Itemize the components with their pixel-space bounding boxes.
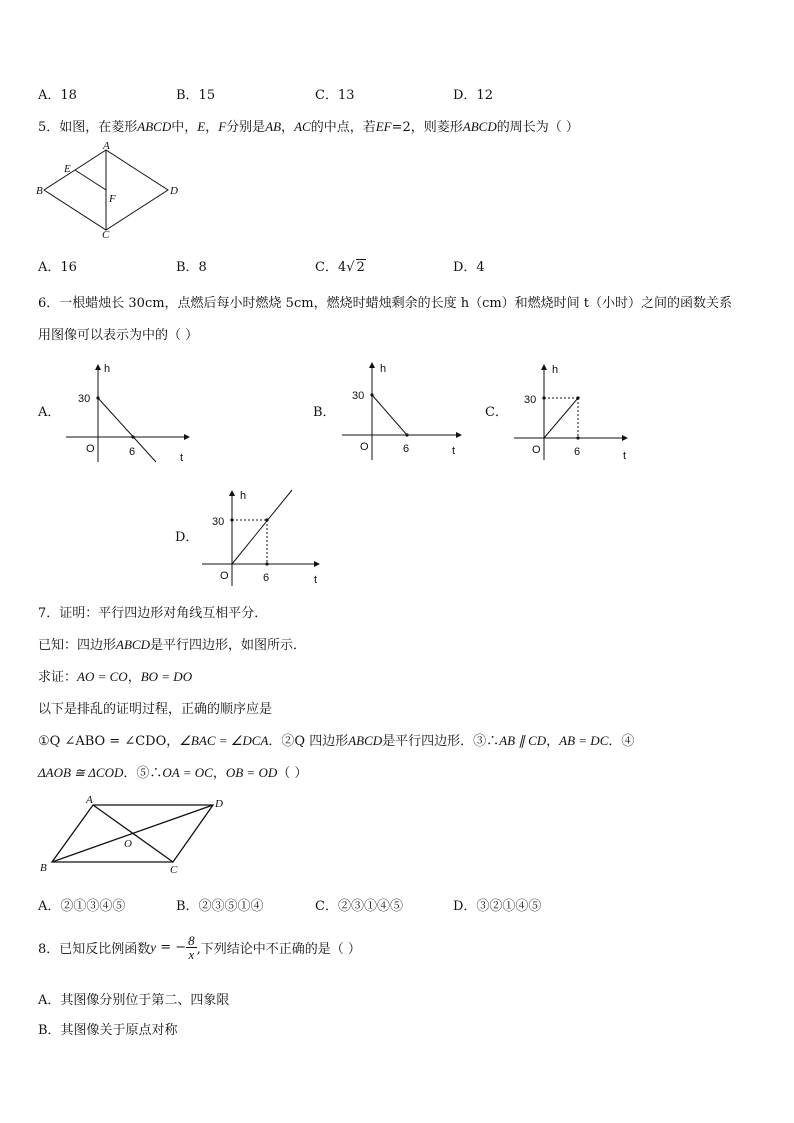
q7-text: 是平行四边形，如图所示． (149, 638, 306, 653)
fraction-numerator: 8 (188, 933, 195, 948)
q7-text: 是平行四边形．③∴ (382, 734, 500, 749)
q6-graph-c (512, 360, 637, 465)
q5-text: ， (281, 120, 295, 135)
q5-option-c-text: C．4 (315, 260, 347, 275)
q7-text: ．②Q 四边形 (268, 734, 349, 749)
q7-var: AB = DC (559, 733, 609, 748)
label-o: O (124, 838, 132, 850)
q5-var: AB (265, 119, 282, 134)
q7-var: OB = OD (225, 765, 278, 780)
axis-h: h (240, 490, 247, 502)
tick-6: 6 (574, 446, 581, 458)
q7-parallelogram-figure (38, 795, 233, 875)
q7-text: ①Q ∠ABO = ∠CDO (38, 734, 167, 749)
label-f: F (109, 193, 116, 205)
q8-text: = − (156, 940, 187, 955)
q7-text: ， (546, 734, 560, 749)
q7-text: ， (127, 670, 141, 685)
label-b: B (40, 862, 47, 874)
q5-var: E (197, 119, 206, 134)
q7-var: AO = CO (77, 669, 128, 684)
q8-question (38, 934, 361, 961)
sqrt-sign: √ (346, 260, 355, 275)
axis-h: h (104, 363, 111, 375)
q7-given (38, 634, 306, 653)
q5-text: 分别是 (226, 120, 266, 135)
q7-var: ∠BAC = ∠DCA (179, 733, 269, 748)
origin: O (220, 570, 229, 582)
q6-graph-d (202, 486, 327, 591)
q7-steps-line2 (38, 762, 307, 781)
q6-graph-b (340, 360, 470, 465)
axis-t: t (623, 450, 627, 462)
q7-text: ．⑤∴ (123, 766, 163, 781)
origin: O (86, 443, 95, 455)
q5-option-a: A．16 (38, 260, 77, 275)
label-d: D (215, 798, 223, 810)
q5-option-d: D．4 (453, 260, 485, 275)
q5-text: 中， (171, 120, 198, 135)
q7-option-a: A．②①③④⑤ (38, 899, 126, 914)
q7-var: ABCD (348, 733, 383, 748)
q7-prove (38, 666, 192, 685)
label-c: C (102, 229, 110, 241)
tick-6: 6 (129, 446, 136, 458)
q5-rhombus-figure (36, 140, 181, 241)
tick-6: 6 (263, 572, 270, 584)
origin: O (532, 444, 541, 456)
diagonal-bd (52, 805, 213, 862)
q7-steps-line1 (38, 730, 634, 749)
q7-var: BO = DO (140, 669, 193, 684)
axis-t: t (180, 452, 184, 464)
graph-b-line (372, 395, 407, 435)
q6-option-d-letter: D． (175, 530, 199, 545)
q5-option-c (315, 256, 366, 275)
graph-a-line (98, 398, 156, 462)
q5-var: ABCD (137, 119, 172, 134)
label-e: E (64, 163, 71, 175)
q8-text: 8．已知反比例函数 (38, 942, 151, 957)
label-b: B (36, 185, 43, 197)
tick-30: 30 (78, 393, 91, 405)
tick-30: 30 (352, 390, 365, 402)
q4-option-a: A．18 (38, 88, 77, 103)
q7-option-c: C．②③①④⑤ (315, 899, 403, 914)
tick-6: 6 (403, 443, 410, 455)
axis-h: h (380, 363, 387, 375)
q5-text: 的中点，若 (310, 120, 376, 135)
q7-text: （ ） (277, 766, 308, 781)
origin: O (360, 441, 369, 453)
q6-option-a-letter: A． (38, 405, 61, 420)
q7-option-b: B．②③⑤①④ (176, 899, 264, 914)
axis-t: t (314, 574, 318, 586)
q6-question-line1: 6．一根蜡烛长 30cm，点燃后每小时燃烧 5cm，燃烧时蜡烛剩余的长度 h（cm）和燃烧时间 t（小时）之间的函数关系 (38, 296, 733, 311)
fraction-denominator: x (188, 947, 195, 962)
q7-text: ， (166, 734, 180, 749)
axis-h: h (552, 364, 559, 376)
tick-30: 30 (524, 394, 537, 406)
q7-var: OA = OC (162, 765, 213, 780)
q4-option-c: C．13 (315, 88, 355, 103)
q7-instruction: 以下是排乱的证明过程，正确的顺序应是 (38, 702, 273, 717)
q5-var: AC (294, 119, 311, 134)
segment-ef (75, 170, 106, 190)
q8-option-b: B．其图像关于原点对称 (38, 1023, 178, 1038)
q6-question-line2: 用图像可以表示为中的（ ） (38, 328, 199, 343)
q7-var: ABCD (116, 637, 150, 652)
q5-var: F (218, 119, 227, 134)
q8-option-a: A．其图像分别位于第二、四象限 (38, 993, 230, 1008)
q4-option-d: D．12 (453, 88, 493, 103)
q6-option-c-letter: C． (485, 405, 508, 420)
q7-title: 7．证明：平行四边形对角线互相平分． (38, 606, 268, 621)
q7-var: AB ∥ CD (499, 733, 547, 748)
axis-t: t (452, 445, 456, 457)
tick-30: 30 (212, 516, 225, 528)
q7-text: 已知：四边形 (38, 638, 117, 653)
q8-fraction (186, 934, 197, 961)
q7-option-d: D．③②①④⑤ (453, 899, 542, 914)
q6-graph-a (66, 362, 196, 467)
q7-text: ， (212, 766, 226, 781)
sqrt-radicand: 2 (356, 260, 365, 275)
q5-text: ， (205, 120, 219, 135)
q8-text: ,下列结论中不正确的是（ ） (196, 942, 361, 957)
graph-c-line (544, 398, 578, 438)
q5-var: EF (375, 119, 392, 134)
q8-var: y (150, 939, 157, 955)
label-c: C (170, 864, 178, 876)
q5-text: =2，则菱形 (391, 120, 463, 135)
q4-option-b: B．15 (176, 88, 216, 103)
label-a: A (103, 140, 110, 152)
q5-text: 5．如图，在菱形 (38, 120, 138, 135)
label-d: D (170, 185, 178, 197)
q7-text: 求证： (38, 670, 78, 685)
q5-question (38, 116, 579, 135)
q5-option-b: B．8 (176, 260, 207, 275)
q7-text: ．④ (608, 734, 635, 749)
label-a: A (86, 794, 93, 806)
q6-option-b-letter: B． (313, 405, 336, 420)
q5-var: ABCD (462, 119, 497, 134)
q5-text: 的周长为（ ） (496, 120, 579, 135)
q7-var: ΔAOB ≅ ΔCOD (38, 765, 124, 780)
